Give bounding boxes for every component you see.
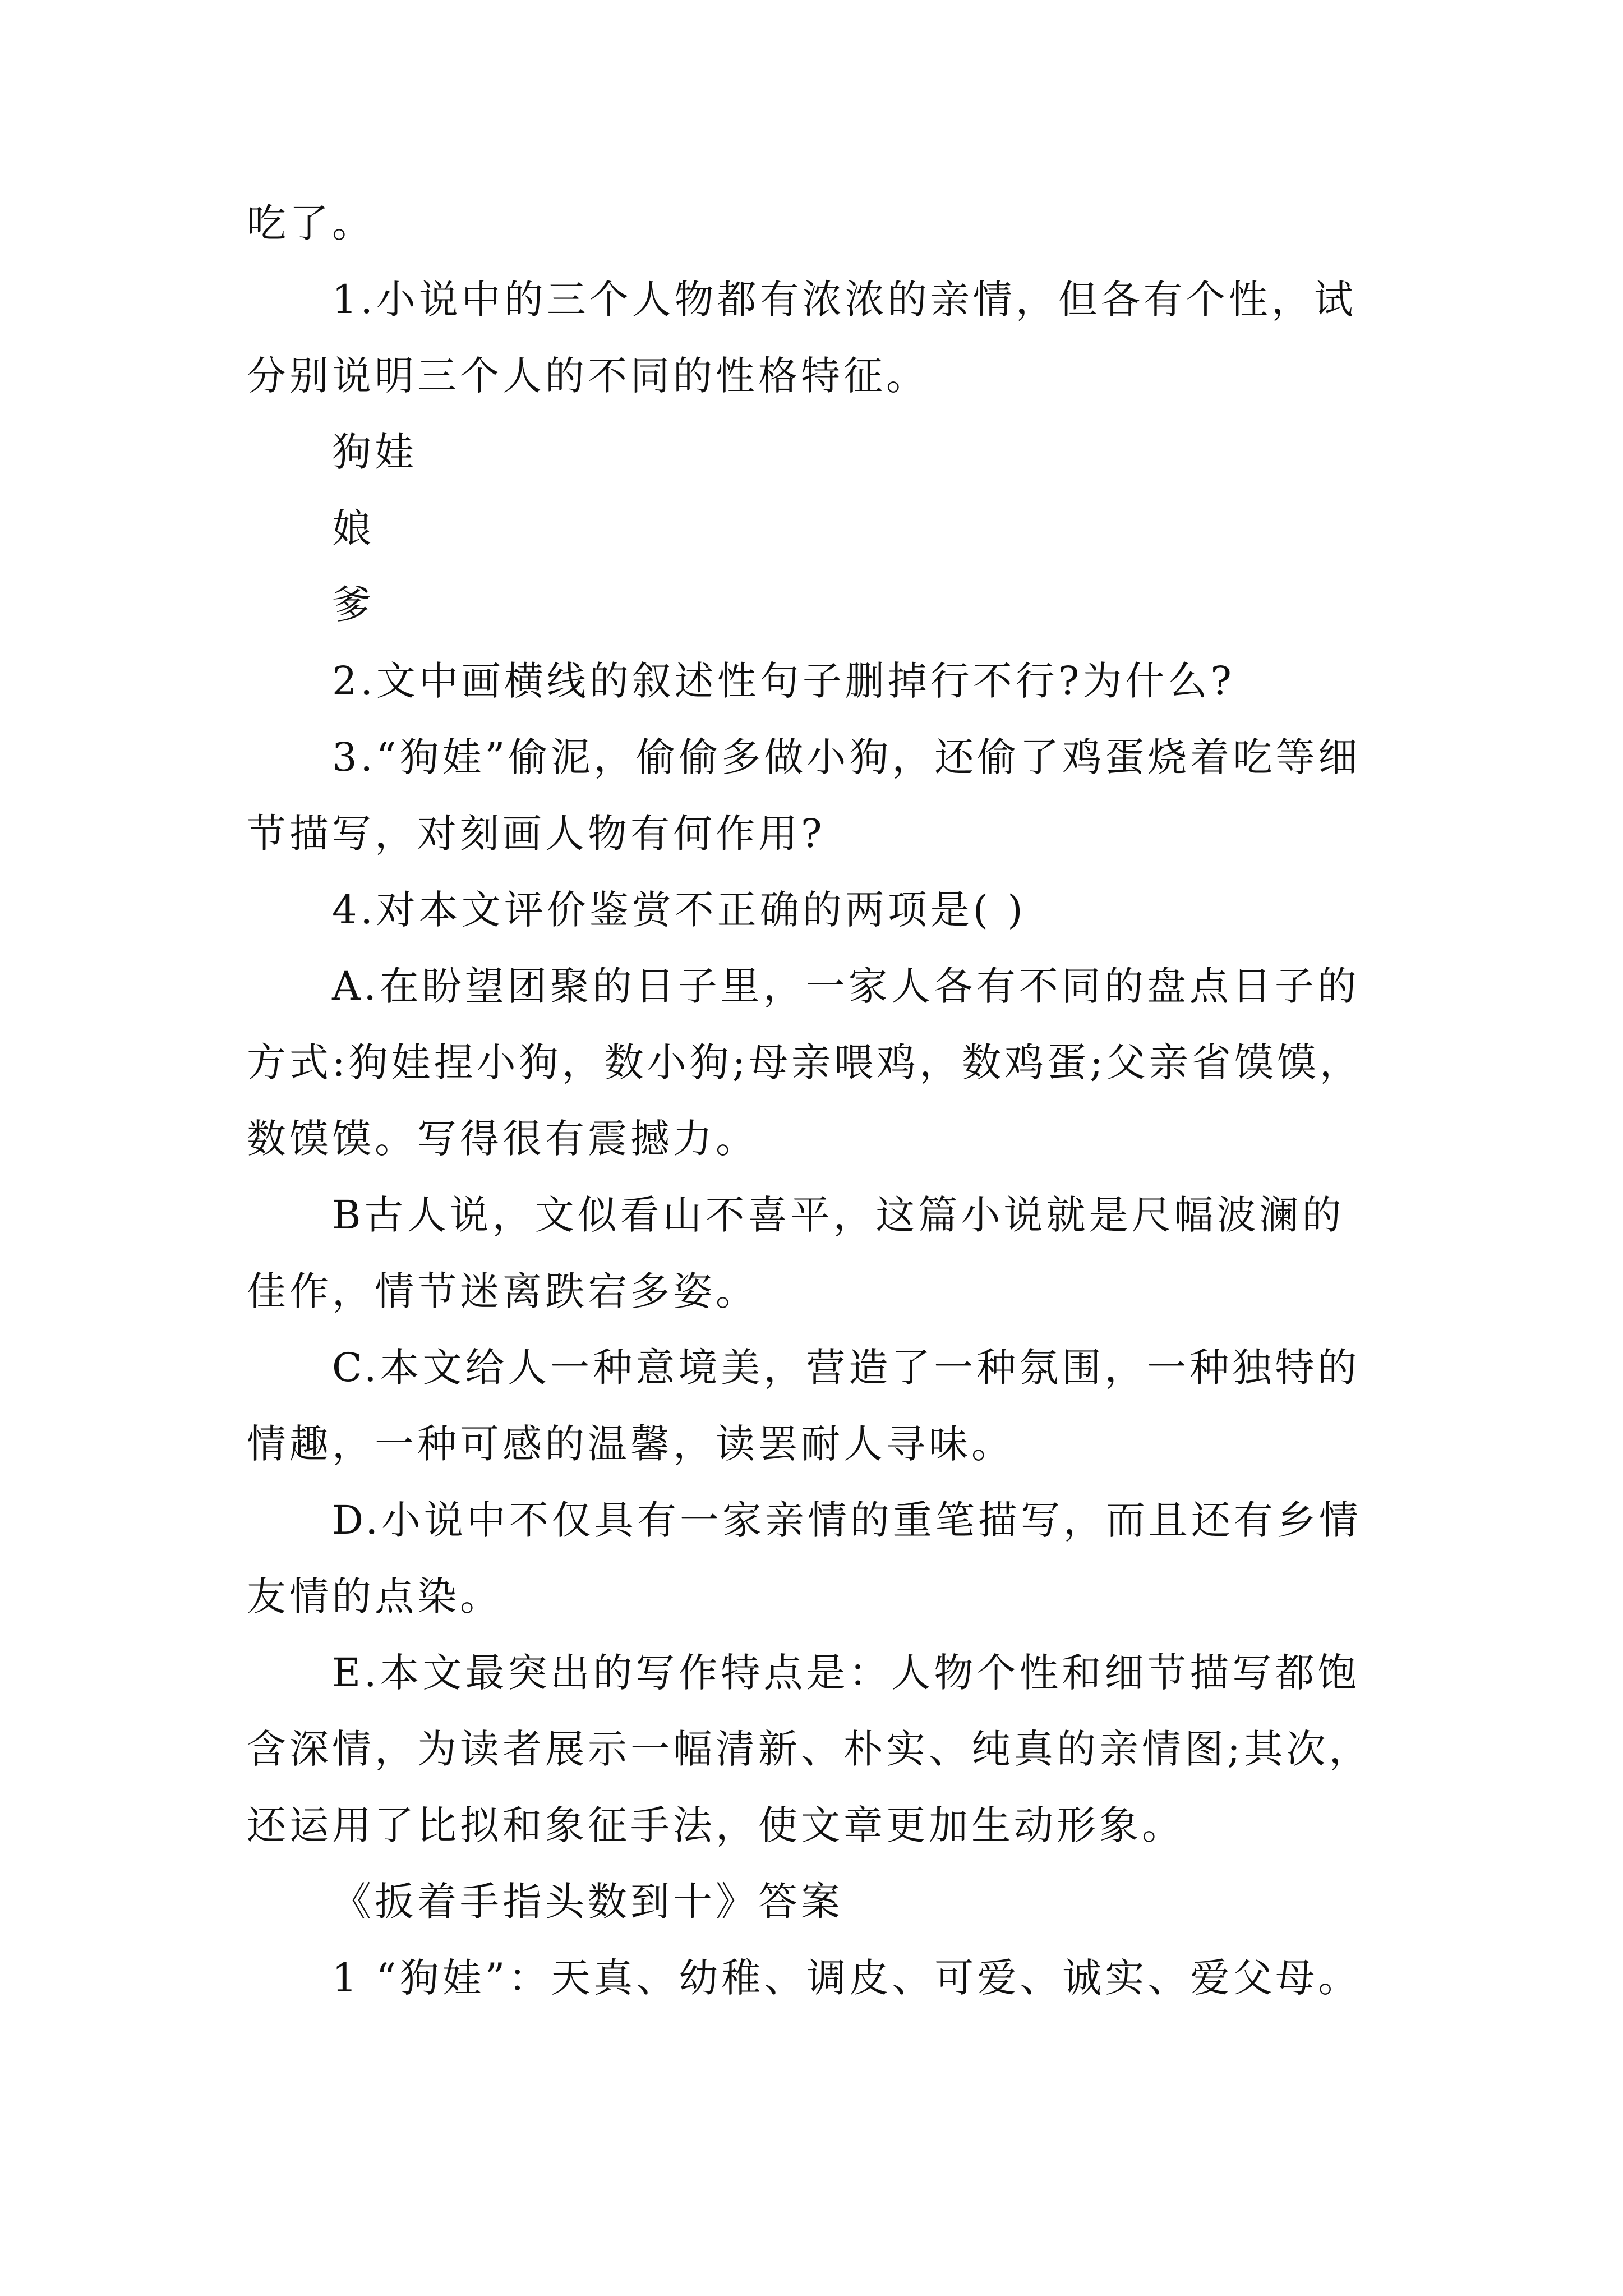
question-4: 4.对本文评价鉴赏不正确的两项是( ) [332,887,1026,933]
option-c: C.本文给人一种意境美，营造了一种氛围，一种独特的情趣，一种可感的温馨，读罢耐人寻味。 [247,1345,1361,1467]
option-b: B古人说，文似看山不喜平，这篇小说就是尺幅波澜的佳作，情节迷离跌宕多姿。 [247,1192,1345,1314]
question-1: 1.小说中的三个人物都有浓浓的亲情，但各有个性，试分别说明三个人的不同的性格特征。 [247,277,1357,399]
paragraph-continuation: 吃了。 [247,200,375,246]
option-e: E.本文最突出的写作特点是：人物个性和细节描写都饱含深情，为读者展示一幅清新、朴实、纯真的亲情图;其次，还运用了比拟和象征手法，使文章更加生动形象。 [247,1650,1372,1848]
question-3: 3.“狗娃”偷泥，偷偷多做小狗，还偷了鸡蛋烧着吃等细节描写，对刻画人物有何作用? [247,734,1361,857]
document-body [247,185,1385,2016]
answer-label-niang: 娘 [332,505,375,551]
option-d: D.小说中不仅具有一家亲情的重笔描写，而且还有乡情友情的点染。 [247,1497,1362,1619]
option-a: A.在盼望团聚的日子里，一家人各有不同的盘点日子的方式:狗娃捏小狗，数小狗;母亲喂鸡，数鸡蛋;父亲省馍馍，数馍馍。写得很有震撼力。 [247,963,1362,1162]
question-2: 2.文中画横线的叙述性句子删掉行不行?为什么? [332,658,1235,704]
answer-label-gouwa: 狗娃 [332,429,417,475]
answer-1: 1 “狗娃”：天真、幼稚、调皮、可爱、诚实、爱父母。 [332,1955,1361,2001]
answer-label-die: 爹 [332,582,375,628]
answers-heading: 《扳着手指头数到十》答案 [332,1879,843,1925]
